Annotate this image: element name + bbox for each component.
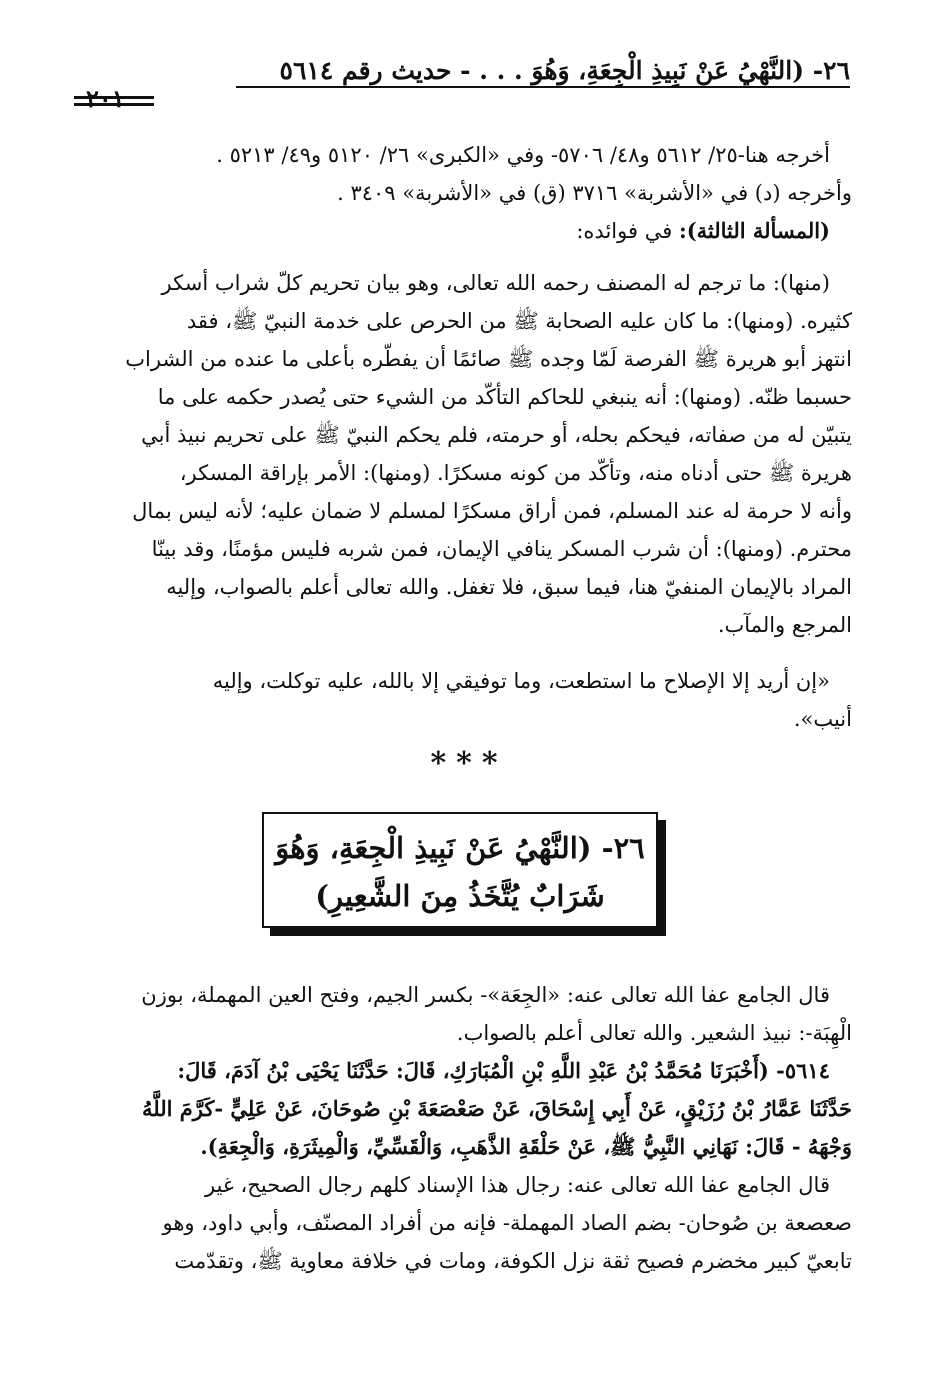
benefits-line: كثيره. (ومنها): ما كان عليه الصحابة ﷺ من الحرص على خدمة النبيّ ﷺ، فقد [186,309,852,333]
chapter-title-line: شَرَابٌ يُتَّخَذُ مِنَ الشَّعِيرِ) [315,879,605,913]
commentary-line: الْهِبَة-: نبيذ الشعير. والله تعالى أعلم بالصواب. [456,1021,852,1045]
citation-line: أخرجه هنا-٢٥/ ٥٦١٢ و٤٨/ ٥٧٠٦- وفي «الكبرى» ٢٦/ ٥١٢٠ و٤٩/ ٥٢١٣ . [216,143,830,167]
benefits-line: وأنه لا حرمة له عند المسلم، فمن أراق مسكرًا لمسلم لا ضمان عليه؛ لأنه ليس بمال [132,499,852,523]
commentary-line: قال الجامع عفا الله تعالى عنه: رجال هذا الإسناد كلهم رجال الصحيح، غير [204,1173,830,1197]
section-separator: *** [430,746,508,781]
benefits-line: المرجع والمآب. [717,613,852,637]
citation-paragraph [62,136,852,250]
header-rule [236,86,850,88]
benefits-line: انتهز أبو هريرة ﷺ الفرصة لَمّا وجده ﷺ صائمًا أن يفطّره بأعلى ما عنده من الشراب [125,347,852,371]
benefits-line: حسبما ظنّه. (ومنها): أنه ينبغي للحاكم التأكّد من الشيء حتى يُصدر حكمه على ما [157,385,852,409]
hadith-line: ٥٦١٤- (أَخْبَرَنَا مُحَمَّدُ بْنُ عَبْدِ اللَّهِ بْنِ الْمُبَارَكِ، قَالَ: حَدَّثَنَا يَحْيَى بْنُ آدَمَ، قَالَ: [177,1058,830,1083]
citation-line: وأخرجه (د) في «الأشربة» ٣٧١٦ (ق) في «الأشربة» ٣٤٠٩ . [337,181,852,205]
benefits-line: المراد بالإيمان المنفيّ هنا، فيما سبق، فلا تغفل. والله تعالى أعلم بالصواب، وإليه [166,575,852,599]
masala-label: (المسألة الثالثة): [678,218,830,243]
chapter-title-line: ٢٦- (النَّهْيُ عَنْ نَبِيذِ الْجِعَةِ، وَهُوَ [275,831,645,865]
closing-line: أنيب». [793,707,852,731]
commentary-line: تابعيّ كبير مخضرم فصيح ثقة نزل الكوفة، ومات في خلافة معاوية ﷺ، وتقدّمت [174,1249,852,1273]
page-number: ٢٠١ [86,84,125,113]
hadith-line: وَجْهَهُ - قَالَ: نَهَانِي النَّبِيُّ ﷺ، عَنْ حَلْقَةِ الذَّهَبِ، وَالْقَسِّيِّ، وَالْمِيثَرَةِ، وَالْجِعَةِ). [200,1134,852,1159]
header-double-rule-bottom [74,103,154,106]
hadith-line: حَدَّثَنَا عَمَّارُ بْنُ رُزَيْقٍ، عَنْ أَبِي إِسْحَاقَ، عَنْ صَعْصَعَةَ بْنِ صُوحَانَ، عَنْ عَلِيٍّ -كَرَّمَ اللَّهُ [142,1096,852,1121]
header-double-rule-top [74,96,154,99]
commentary-line: قال الجامع عفا الله تعالى عنه: «الجِعَة»- بكسر الجيم، وفتح العين المهملة، بوزن [141,983,830,1007]
isnad-commentary-paragraph [62,1166,852,1280]
benefits-line: (منها): ما ترجم له المصنف رحمه الله تعالى، وهو بيان تحريم كلّ شراب أسكر [161,271,830,295]
chapter-title-box [262,812,658,928]
benefits-line: يتبيّن له من صفاته، فيحكم بحله، أو حرمته، فلم يحكم النبيّ ﷺ على تحريم نبيذ أبي [141,423,852,447]
header-title: ٢٦- (النَّهْيُ عَنْ نَبِيذِ الْجِعَةِ، وَهُوَ . . . - حديث رقم ٥٦١٤ [279,56,850,85]
running-header [72,52,850,96]
hadith-paragraph [62,1052,852,1166]
masala-heading [62,212,852,250]
masala-text: في فوائده: [576,219,673,243]
closing-line: «إن أريد إلا الإصلاح ما استطعت، وما توفيقي إلا بالله، عليه توكلت، وإليه [212,669,830,693]
benefits-line: هريرة ﷺ حتى أدناه منه، وتأكّد من كونه مسكرًا. (ومنها): الأمر بإراقة المسكر، [179,461,852,485]
closing-quote [62,662,852,738]
commentary-paragraph [62,976,852,1052]
commentary-line: صعصعة بن صُوحان- بضم الصاد المهملة- فإنه من أفراد المصنّف، وأبي داود، وهو [162,1211,852,1235]
benefits-paragraph [62,264,852,644]
benefits-line: محترم. (ومنها): أن شرب المسكر ينافي الإيمان، فمن شربه فليس مؤمنًا، وقد بينّا [151,537,852,561]
